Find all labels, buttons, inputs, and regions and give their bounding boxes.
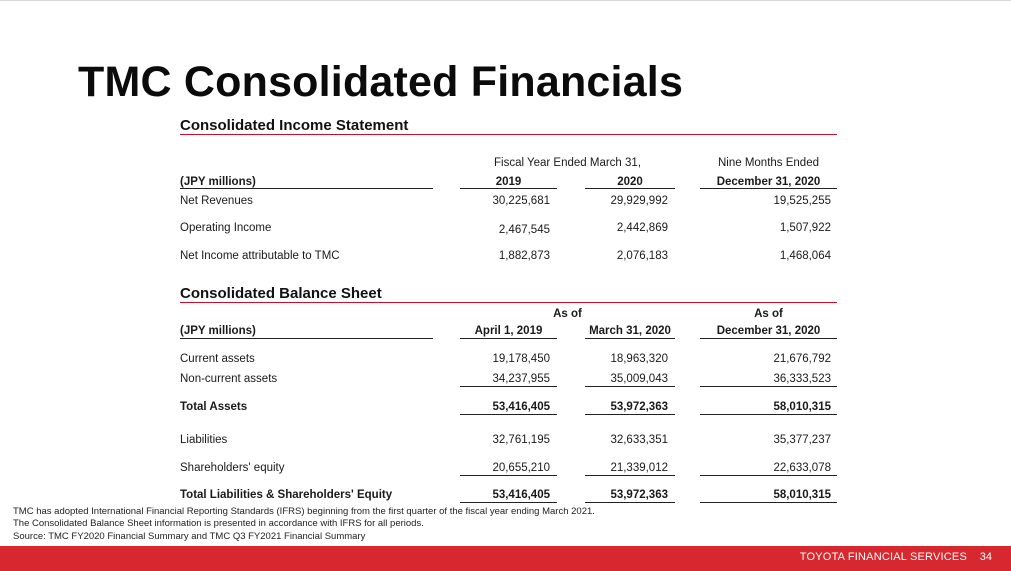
row-value: 21,339,012 [610, 462, 668, 474]
income-group-header-nine-months: Nine Months Ended [717, 157, 819, 169]
row-value: 34,237,955 [492, 373, 550, 385]
income-header-underline [460, 188, 557, 189]
row-value: 2,467,545 [498, 224, 550, 236]
balance-header-underline [180, 338, 433, 339]
subtotal-underline [460, 475, 557, 476]
income-col-header-2019: 2019 [495, 176, 522, 188]
row-value: 32,761,195 [492, 434, 550, 446]
total-underline [585, 414, 675, 415]
row-value: 58,010,315 [773, 401, 831, 413]
row-value: 21,676,792 [773, 353, 831, 365]
total-underline [460, 502, 557, 503]
footnote-source: Source: TMC FY2020 Financial Summary and TMC Q3 FY2021 Financial Summary [13, 531, 366, 542]
total-underline [585, 502, 675, 503]
balance-group-header-as-of: As of [754, 308, 783, 320]
balance-col-header-apr-2019: April 1, 2019 [474, 325, 543, 337]
footnote-ifrs: TMC has adopted International Financial Reporting Standards (IFRS) beginning from the first quarter of the fiscal year ending March 2021. [13, 506, 595, 517]
income-header-underline [585, 188, 675, 189]
row-value: 20,655,210 [492, 462, 550, 474]
row-value: 19,525,255 [773, 195, 831, 207]
footer-brand: TOYOTA FINANCIAL SERVICES [799, 551, 967, 563]
balance-section-title: Consolidated Balance Sheet [180, 285, 382, 302]
footnote-balance-sheet: The Consolidated Balance Sheet information is presented in accordance with IFRS for all periods. [13, 518, 424, 529]
row-value: 32,633,351 [610, 434, 668, 446]
row-value: 1,507,922 [779, 222, 831, 234]
row-value: 2,076,183 [616, 250, 668, 262]
row-value: 53,972,363 [610, 401, 668, 413]
row-value: 2,442,869 [616, 222, 668, 234]
row-label: Net Income attributable to TMC [180, 250, 340, 262]
balance-col-header-mar-2020: March 31, 2020 [589, 325, 671, 337]
subtotal-underline [460, 386, 557, 387]
row-value: 35,009,043 [610, 373, 668, 385]
row-value: 53,972,363 [610, 489, 668, 501]
top-divider [0, 0, 1011, 1]
income-unit-label: (JPY millions) [180, 176, 256, 188]
income-col-header-2020: 2020 [617, 176, 643, 188]
row-label: Liabilities [180, 434, 228, 446]
row-value: 19,178,450 [492, 353, 550, 365]
income-col-header-dec-2020: December 31, 2020 [716, 176, 821, 188]
balance-col-header-dec-2020: December 31, 2020 [716, 325, 821, 337]
income-group-header-fiscal: Fiscal Year Ended March 31, [493, 157, 642, 169]
income-header-underline [700, 188, 837, 189]
subtotal-underline [700, 386, 837, 387]
row-label: Net Revenues [180, 195, 253, 207]
row-value: 53,416,405 [492, 401, 550, 413]
balance-group-header-as-of: As of [553, 308, 582, 320]
page-number: 34 [979, 551, 992, 563]
balance-header-underline [700, 338, 837, 339]
income-section-rule [180, 134, 837, 135]
income-header-underline [180, 188, 433, 189]
subtotal-underline [700, 475, 837, 476]
row-label: Total Assets [180, 401, 248, 413]
row-value: 29,929,992 [610, 195, 668, 207]
row-value: 58,010,315 [773, 489, 831, 501]
row-value: 18,963,320 [610, 353, 668, 365]
balance-header-underline [460, 338, 557, 339]
row-label: Current assets [180, 353, 255, 365]
row-value: 1,468,064 [779, 250, 831, 262]
row-value: 22,633,078 [773, 462, 831, 474]
row-value: 36,333,523 [773, 373, 831, 385]
total-underline [700, 502, 837, 503]
income-section-title: Consolidated Income Statement [180, 117, 409, 134]
row-label: Shareholders' equity [180, 462, 285, 474]
total-underline [700, 414, 837, 415]
row-label: Operating Income [180, 222, 272, 234]
row-label: Total Liabilities & Shareholders' Equity [180, 489, 393, 501]
subtotal-underline [585, 386, 675, 387]
total-underline [460, 414, 557, 415]
page-title: TMC Consolidated Financials [78, 58, 684, 106]
balance-section-rule [180, 302, 837, 303]
row-value: 35,377,237 [773, 434, 831, 446]
row-label: Non-current assets [180, 373, 278, 385]
row-value: 1,882,873 [498, 250, 550, 262]
row-value: 30,225,681 [492, 195, 550, 207]
row-value: 53,416,405 [492, 489, 550, 501]
subtotal-underline [585, 475, 675, 476]
balance-unit-label: (JPY millions) [180, 325, 256, 337]
balance-header-underline [585, 338, 675, 339]
